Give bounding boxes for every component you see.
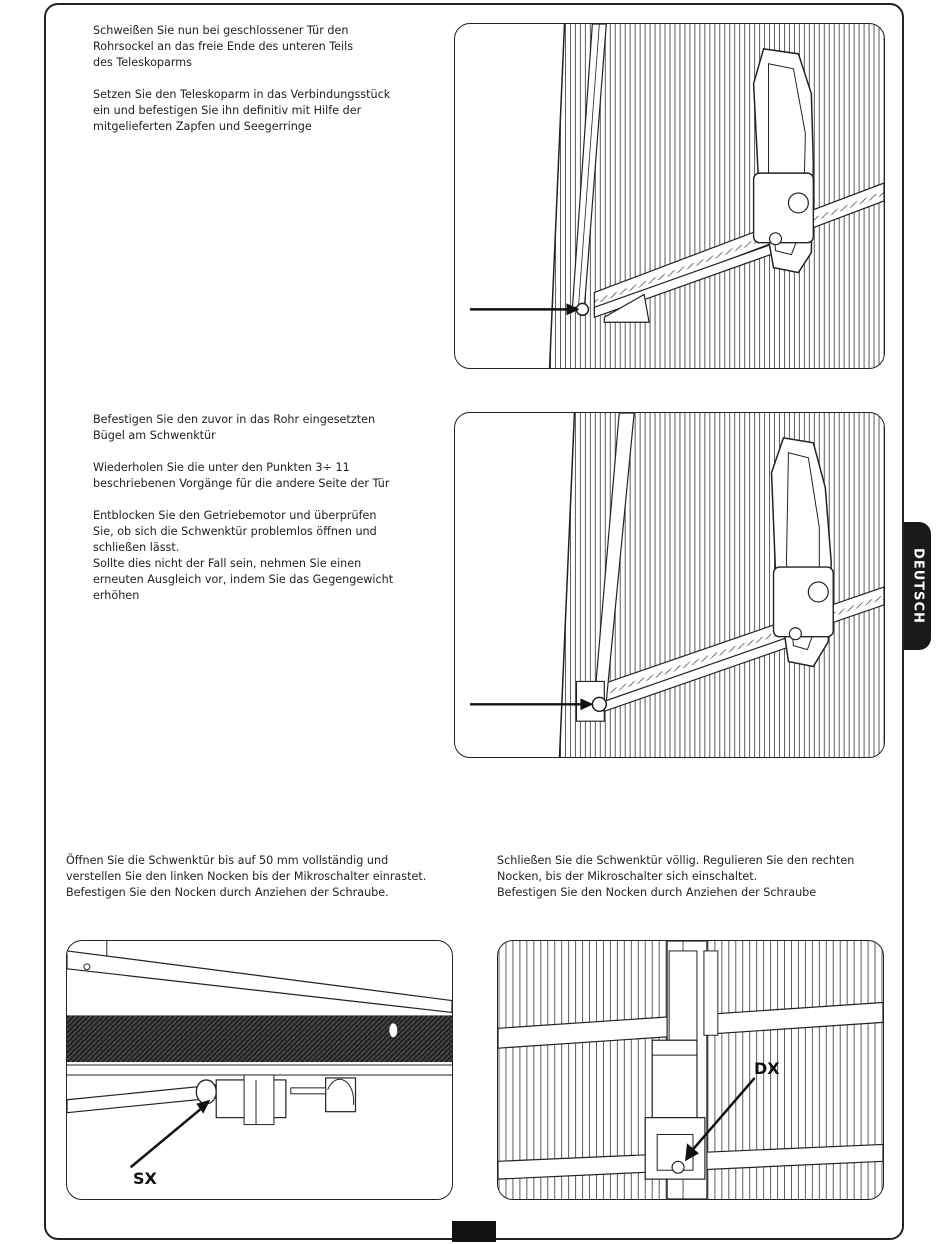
figure-1-weld-tube-base <box>454 23 885 369</box>
figure-2-illustration <box>455 413 884 757</box>
label-sx: SX <box>133 1169 157 1188</box>
section1-paragraph-2: Setzen Sie den Teleskoparm in das Verbindungsstück ein und befestigen Sie ihn definitiv mit Hilfe der mitgelieferten Zapfen und Seegerringe <box>93 88 391 133</box>
section3-line-2: verstellen Sie den linken Nocken bis der Mikroschalter einrastet. <box>66 870 427 883</box>
section4-text <box>497 853 854 901</box>
label-dx: DX <box>754 1059 780 1078</box>
language-tab <box>904 522 931 650</box>
figure-2-bracket-fixing <box>454 412 885 758</box>
section2-paragraph-2: Wiederholen Sie die unter den Punkten 3÷ 11 beschriebenen Vorgänge für die andere Seite der Tür <box>93 461 390 490</box>
figure-3-illustration <box>67 941 452 1199</box>
section4-line-1: Schließen Sie die Schwenktür völlig. Regulieren Sie den rechten <box>497 854 855 867</box>
figure-1-illustration <box>455 24 884 368</box>
section2-text <box>93 412 393 604</box>
page-number-box <box>452 1221 496 1242</box>
section3-line-3: Befestigen Sie den Nocken durch Anziehen der Schraube. <box>66 886 389 899</box>
section4-line-2: Nocken, bis der Mikroschalter sich einschaltet. <box>497 870 758 883</box>
section2-paragraph-1: Befestigen Sie den zuvor in das Rohr eingesetzten Bügel am Schwenktür <box>93 413 376 442</box>
section1-paragraph-1: Schweißen Sie nun bei geschlossener Tür den Rohrsockel an das freie Ende des unteren Teils des Teleskoparms <box>93 24 354 69</box>
figure-4-illustration <box>498 941 883 1199</box>
figure-4-right-cam <box>497 940 884 1200</box>
section2-paragraph-3: Entblocken Sie den Getriebemotor und überprüfen Sie, ob sich die Schwenktür problemlos öffnen und schließen lässt. Sollte dies nicht der Fall sein, nehmen Sie einen erneuten Ausgleich vor, indem Sie das Gegengewicht erhöhen <box>93 509 394 602</box>
section4-line-3: Befestigen Sie den Nocken durch Anziehen der Schraube <box>497 886 817 899</box>
section3-line-1: Öffnen Sie die Schwenktür bis auf 50 mm vollständig und <box>66 854 389 867</box>
figure-3-left-cam <box>66 940 453 1200</box>
section1-text <box>93 23 390 135</box>
section3-text <box>66 853 426 901</box>
language-tab-label: DEUTSCH <box>910 548 925 624</box>
